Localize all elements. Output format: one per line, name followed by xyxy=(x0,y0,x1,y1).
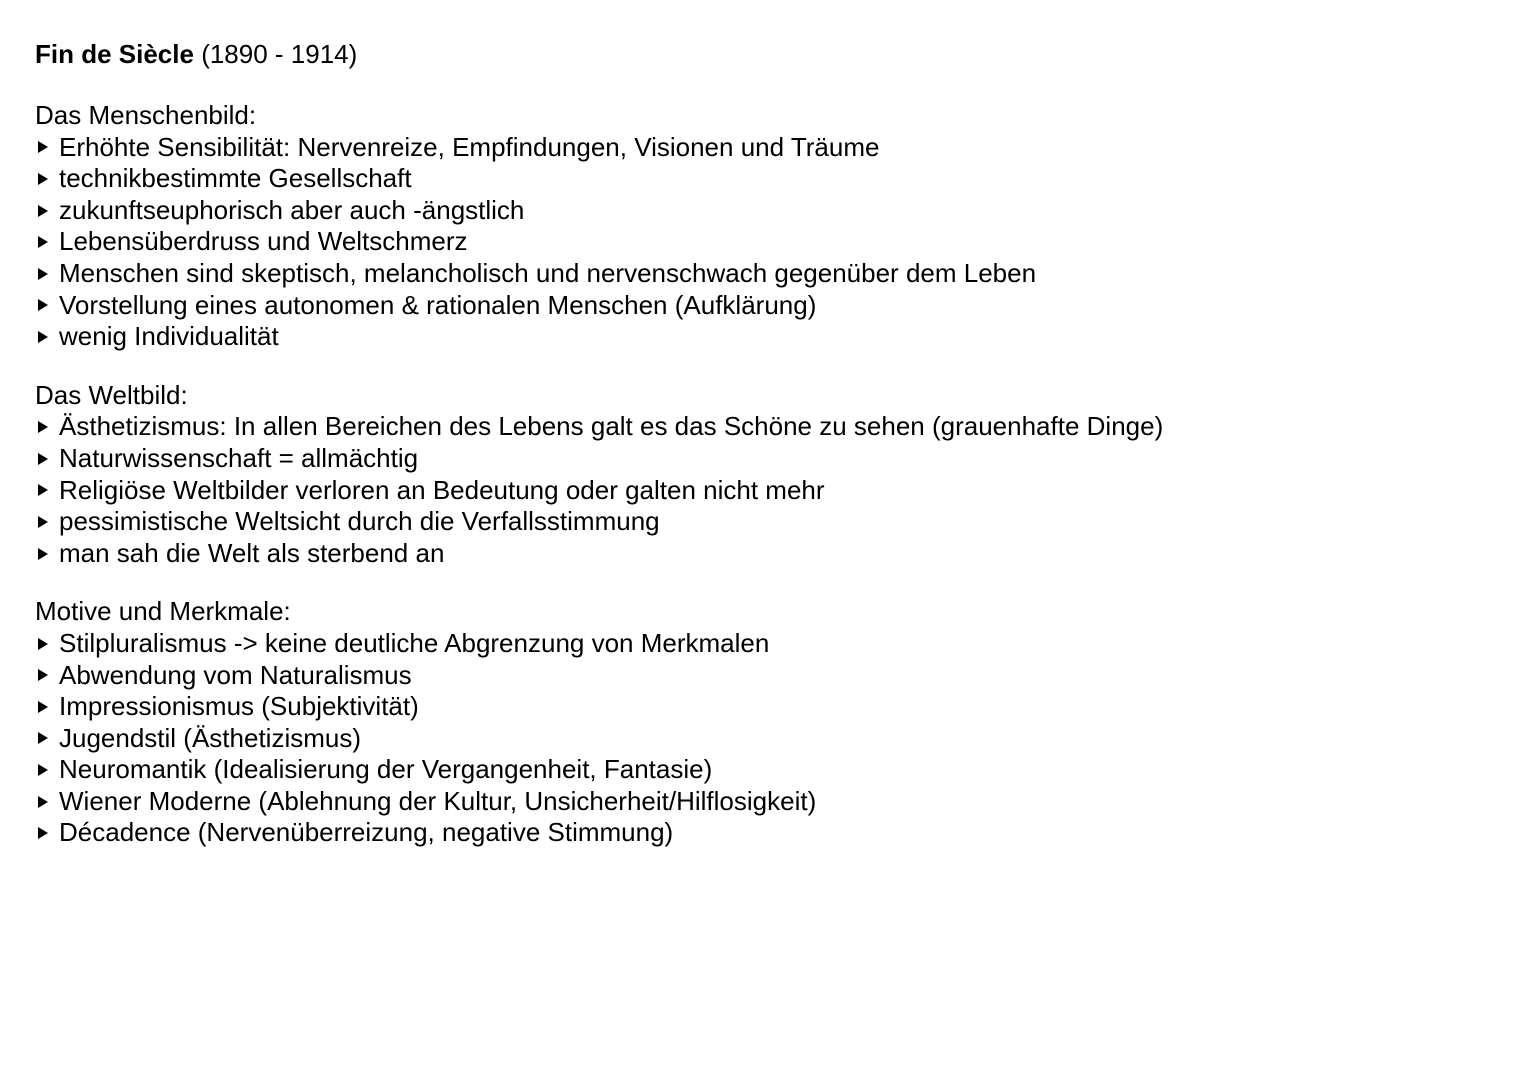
list-item xyxy=(35,411,1505,443)
list-item xyxy=(35,628,1505,660)
list-item-text: technikbestimmte Gesellschaft xyxy=(59,163,412,194)
triangle-bullet-icon xyxy=(38,268,48,280)
triangle-bullet-icon xyxy=(38,236,48,248)
triangle-bullet-icon xyxy=(38,669,48,681)
triangle-bullet-icon xyxy=(38,638,48,650)
list-item xyxy=(35,506,1505,538)
document-page xyxy=(35,35,1505,849)
triangle-bullet-icon xyxy=(38,453,48,465)
triangle-bullet-icon xyxy=(38,141,48,153)
list-item-text: Naturwissenschaft = allmächtig xyxy=(59,442,419,473)
list-item xyxy=(35,443,1505,475)
triangle-bullet-icon xyxy=(38,484,48,496)
triangle-bullet-icon xyxy=(38,764,48,776)
list-item xyxy=(35,786,1505,818)
section-weltbild xyxy=(35,380,1505,570)
list-item xyxy=(35,195,1505,227)
title-main: Fin de Siècle xyxy=(35,39,194,69)
bullet-list xyxy=(35,628,1505,849)
bullet-list xyxy=(35,132,1505,353)
list-item-text: Erhöhte Sensibilität: Nervenreize, Empfindungen, Visionen und Träume xyxy=(59,131,880,162)
title-period: (1890 - 1914) xyxy=(201,39,358,69)
triangle-bullet-icon xyxy=(38,827,48,839)
list-item-text: Wiener Moderne (Ablehnung der Kultur, Unsicherheit/Hilflosigkeit) xyxy=(59,785,817,816)
triangle-bullet-icon xyxy=(38,516,48,528)
triangle-bullet-icon xyxy=(38,331,48,343)
triangle-bullet-icon xyxy=(38,299,48,311)
triangle-bullet-icon xyxy=(38,421,48,433)
list-item xyxy=(35,226,1505,258)
section-motive-merkmale xyxy=(35,596,1505,849)
list-item-text: Stilpluralismus -> keine deutliche Abgrenzung von Merkmalen xyxy=(59,627,770,658)
triangle-bullet-icon xyxy=(38,205,48,217)
list-item xyxy=(35,723,1505,755)
list-item xyxy=(35,754,1505,786)
list-item-text: pessimistische Weltsicht durch die Verfallsstimmung xyxy=(59,506,660,537)
list-item xyxy=(35,475,1505,507)
section-heading: Motive und Merkmale: xyxy=(35,596,291,627)
list-item-text: Neuromantik (Idealisierung der Vergangenheit, Fantasie) xyxy=(59,754,713,785)
section-heading: Das Weltbild: xyxy=(35,379,188,410)
list-item xyxy=(35,660,1505,692)
bullet-list xyxy=(35,411,1505,569)
document-title xyxy=(35,35,1505,73)
list-item xyxy=(35,290,1505,322)
list-item-text: Lebensüberdruss und Weltschmerz xyxy=(59,226,468,257)
list-item-text: Abwendung vom Naturalismus xyxy=(59,659,412,690)
list-item-text: Ästhetizismus: In allen Bereichen des Lebens galt es das Schöne zu sehen (grauenhafte Dinge) xyxy=(59,411,1164,442)
list-item-text: wenig Individualität xyxy=(59,321,279,352)
list-item xyxy=(35,538,1505,570)
list-item-text: man sah die Welt als sterbend an xyxy=(59,537,445,568)
list-item xyxy=(35,321,1505,353)
list-item-text: Religiöse Weltbilder verloren an Bedeutung oder galten nicht mehr xyxy=(59,474,825,505)
section-menschenbild xyxy=(35,100,1505,353)
list-item xyxy=(35,132,1505,164)
list-item xyxy=(35,163,1505,195)
triangle-bullet-icon xyxy=(38,701,48,713)
list-item-text: zukunftseuphorisch aber auch -ängstlich xyxy=(59,194,525,225)
triangle-bullet-icon xyxy=(38,173,48,185)
list-item-text: Jugendstil (Ästhetizismus) xyxy=(59,722,361,753)
triangle-bullet-icon xyxy=(38,796,48,808)
triangle-bullet-icon xyxy=(38,548,48,560)
section-heading: Das Menschenbild: xyxy=(35,100,257,130)
list-item-text: Vorstellung eines autonomen & rationalen Menschen (Aufklärung) xyxy=(59,289,817,320)
list-item-text: Décadence (Nervenüberreizung, negative Stimmung) xyxy=(59,817,674,848)
list-item-text: Menschen sind skeptisch, melancholisch und nervenschwach gegenüber dem Leben xyxy=(59,257,1037,288)
list-item xyxy=(35,691,1505,723)
list-item xyxy=(35,258,1505,290)
list-item xyxy=(35,817,1505,849)
list-item-text: Impressionismus (Subjektivität) xyxy=(59,691,419,722)
triangle-bullet-icon xyxy=(38,732,48,744)
